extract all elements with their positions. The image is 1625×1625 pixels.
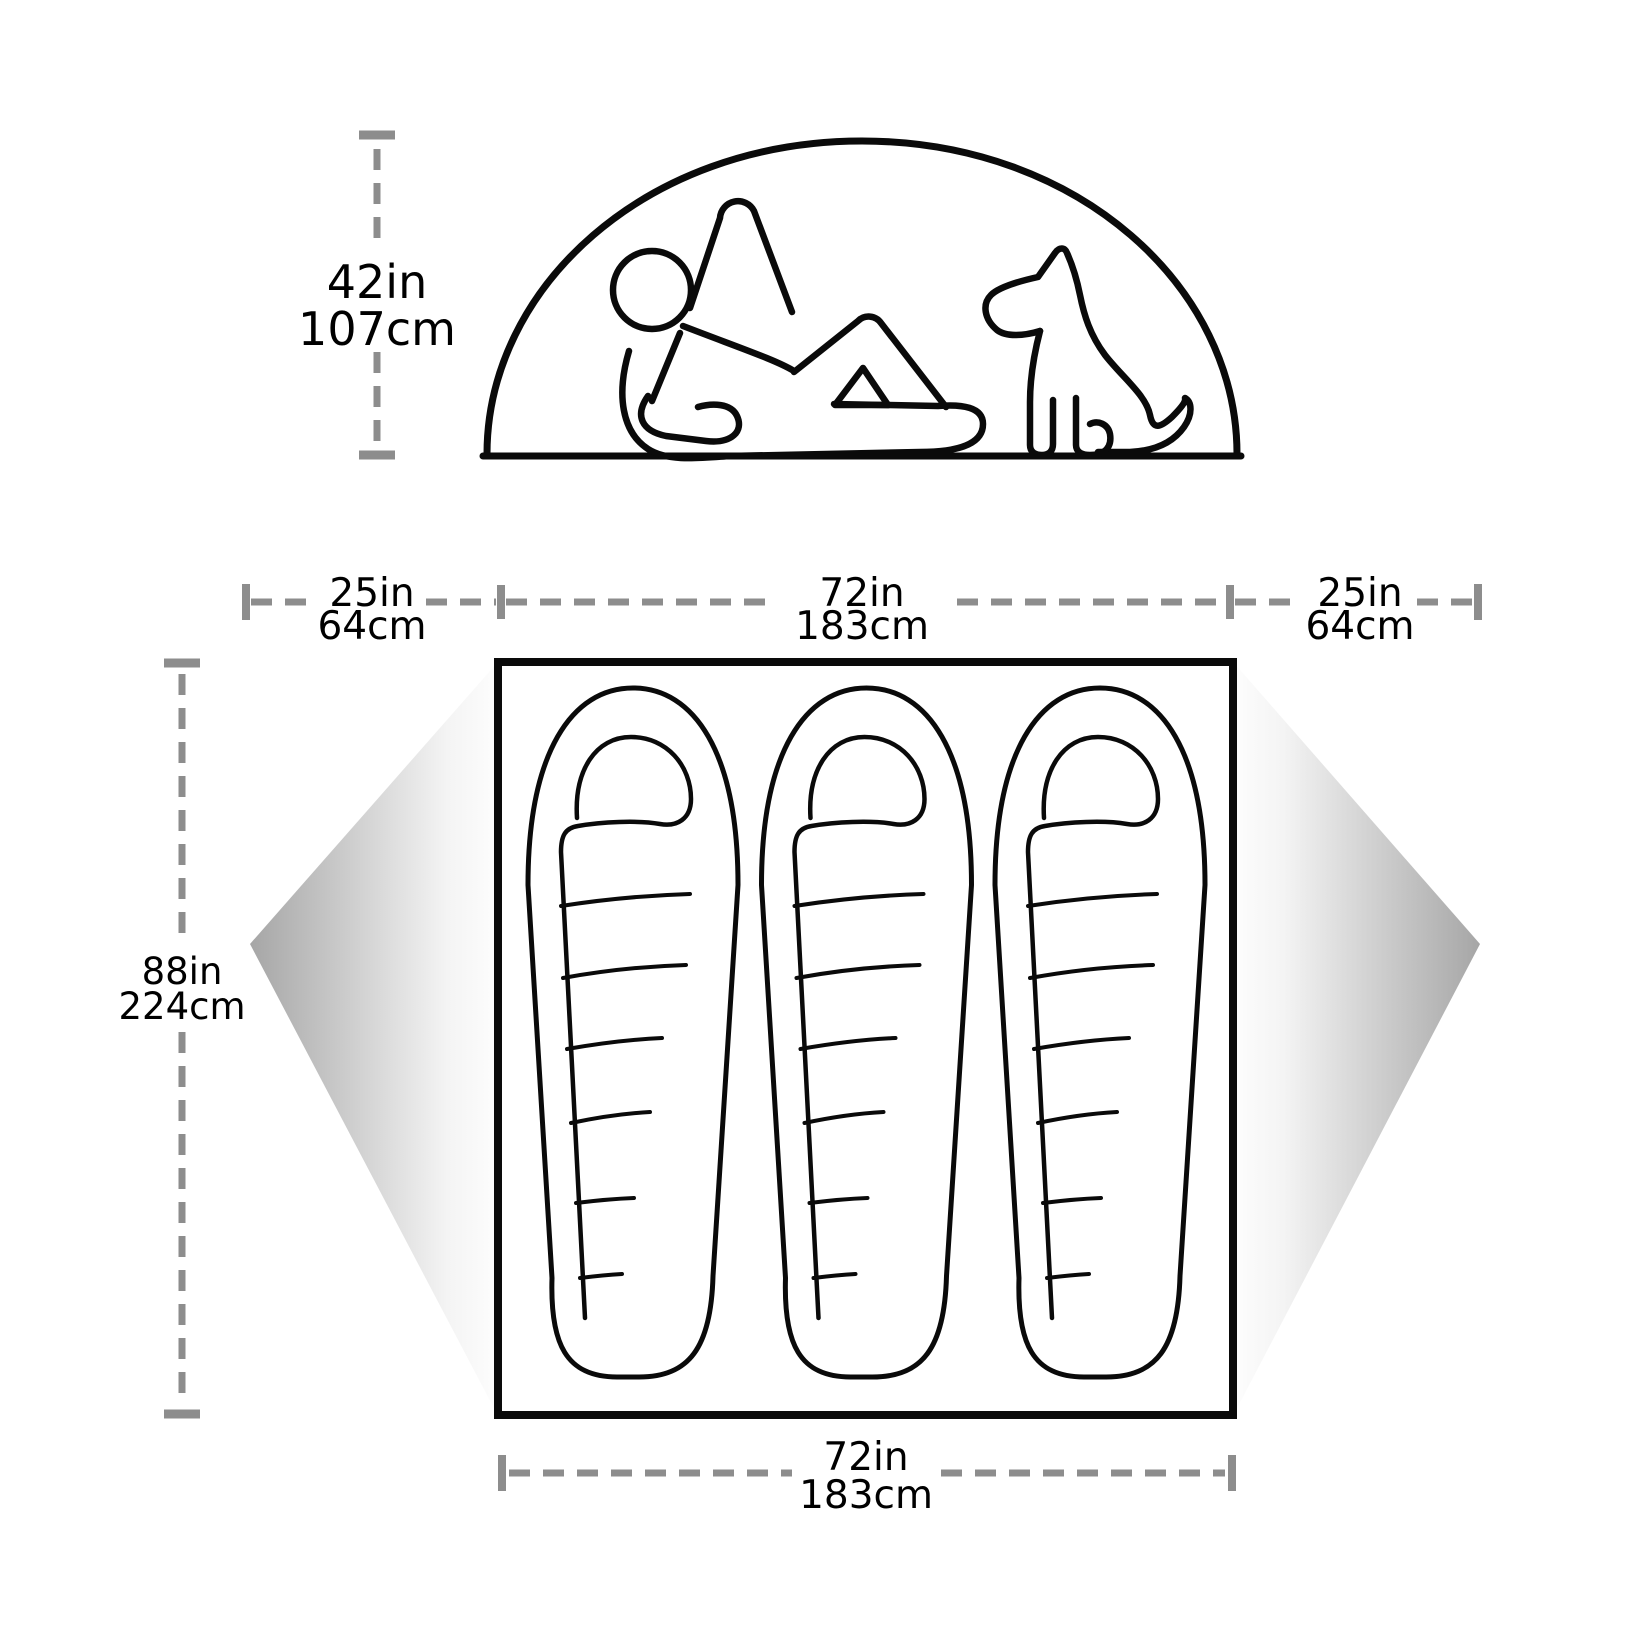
person-bent-leg bbox=[794, 317, 946, 407]
height-inches-label: 42in bbox=[326, 255, 428, 309]
dog-front-leg bbox=[1030, 331, 1053, 455]
length-metric-label: 224cm bbox=[118, 985, 246, 1028]
person-torso-top bbox=[683, 326, 794, 371]
person-raised-arm bbox=[690, 201, 792, 312]
bottom-width-inches-label: 72in bbox=[823, 1435, 909, 1480]
person-forearm bbox=[641, 396, 739, 441]
height-dimension bbox=[298, 135, 456, 455]
length-dimension bbox=[118, 663, 245, 1414]
person-upper-arm bbox=[652, 333, 680, 401]
person-leg-gap bbox=[835, 368, 888, 405]
length-inches-label: 88in bbox=[141, 950, 223, 993]
floor-width-dimension-top bbox=[795, 571, 929, 649]
dog-rear-paw bbox=[1076, 398, 1110, 455]
width-dimension-row bbox=[246, 571, 1478, 649]
height-metric-label: 107cm bbox=[298, 302, 456, 356]
floor-width-dimension-bottom bbox=[502, 1435, 1232, 1518]
vestibule-right-shade bbox=[1234, 663, 1480, 1414]
person-head bbox=[613, 251, 691, 329]
vestibule-inches-label: 25in bbox=[1317, 571, 1403, 616]
vestibule-metric-label: 64cm bbox=[1305, 604, 1415, 649]
tent-profile-icon bbox=[483, 141, 1241, 456]
vestibule-inches-label: 25in bbox=[329, 571, 415, 616]
width-metric-label: 183cm bbox=[795, 604, 929, 649]
width-inches-label: 72in bbox=[819, 571, 905, 616]
right-vestibule-dimension bbox=[1305, 571, 1414, 649]
dog-icon bbox=[985, 249, 1190, 456]
side-view bbox=[298, 135, 1241, 458]
left-vestibule-dimension bbox=[317, 571, 426, 649]
floor-plan bbox=[250, 662, 1480, 1415]
person-icon bbox=[613, 201, 983, 458]
vestibule-metric-label: 64cm bbox=[317, 604, 427, 649]
bottom-width-metric-label: 183cm bbox=[799, 1473, 933, 1518]
vestibule-left-shade bbox=[250, 663, 497, 1414]
